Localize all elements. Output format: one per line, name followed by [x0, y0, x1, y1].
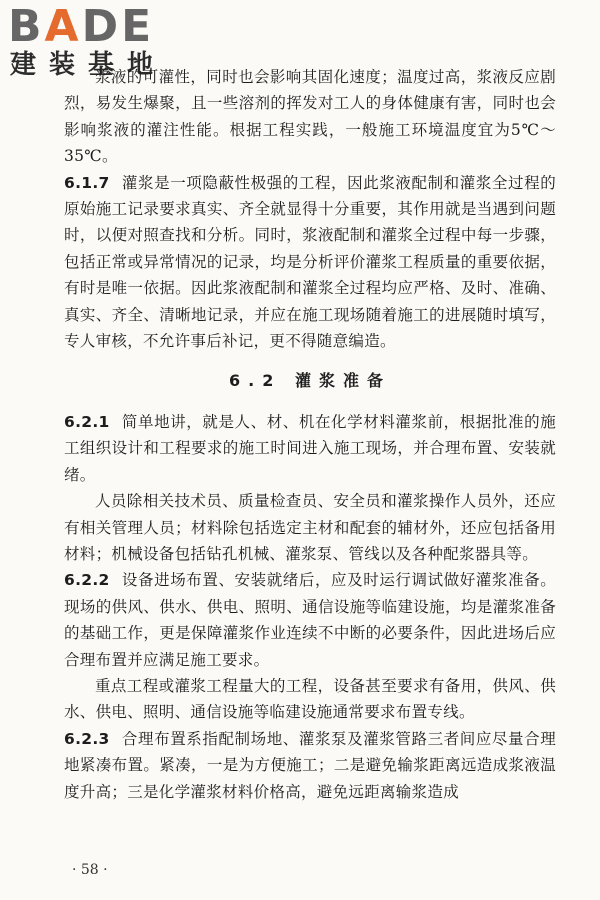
- clause-number: 6.2.3: [64, 729, 110, 748]
- section-title: 6.2 灌浆准备: [229, 371, 391, 391]
- clause-6-2-2: 6.2.2 设备进场布置、安装就绪后，应及时运行调试做好灌浆准备。现场的供风、供水、供电、照明、通信设施等临建设施，均是灌浆准备的基础工作，更是保障灌浆作业连续不中断的必要条件，因此进场后应合理布置并应满足施工要求。: [64, 571, 556, 669]
- page-number: · 58 ·: [72, 862, 108, 878]
- paragraph: 重点工程或灌浆工程量大的工程，设备甚至要求有备用，供风、供水、供电、照明、通信设施等临建设施通常要求布置专线。: [64, 676, 556, 722]
- clause-number: 6.2.2: [64, 571, 110, 590]
- page-body: [64, 64, 556, 805]
- clause-number: 6.1.7: [64, 173, 110, 192]
- clause-6-1-7: 6.1.7 灌浆是一项隐蔽性极强的工程，因此浆液配制和灌浆全过程的原始施工记录要求真实、齐全就显得十分重要，其作用就是当遇到问题时，以便对照查找和分析。同时，浆液配制和灌浆全过程中每一步骤，包括正常或异常情况的记录，均是分析评价灌浆工程质量的重要依据，有时是唯一依据。因此浆液配制和灌浆全过程均应严格、及时、准确、真实、齐全、清晰地记录，并应在施工现场随着施工的进展随时填写，专人审核，不允许事后补记，更不得随意编造。: [64, 173, 556, 351]
- paragraph: 浆液的可灌性，同时也会影响其固化速度；温度过高，浆液反应剧烈，易发生爆聚，且一些溶剂的挥发对工人的身体健康有害，同时也会影响浆液的灌注性能。根据工程实践，一般施工环境温度宜为5℃～35℃。: [64, 68, 556, 166]
- logo-wordmark: BADE: [8, 1, 155, 52]
- paragraph: 人员除相关技术员、质量检查员、安全员和灌浆操作人员外，还应有相关管理人员；材料除包括选定主材和配套的辅材外，还应包括备用材料；机械设备包括钻孔机械、灌浆泵、管线以及各种配浆器具等。: [64, 492, 556, 563]
- clause-6-2-3: 6.2.3 合理布置系指配制场地、灌浆泵及灌浆管路三者间应尽量合理地紧凑布置。紧凑，一是为方便施工；二是避免输浆距离远造成浆液温度升高；三是化学灌浆材料价格高，避免远距离输浆造成: [64, 729, 556, 801]
- clause-6-2-1: 6.2.1 简单地讲，就是人、材、机在化学材料灌浆前，根据批准的施工组织设计和工程要求的施工时间进入施工现场，并合理布置、安装就绪。: [64, 412, 556, 484]
- logo-subtitle: 建装基地: [10, 50, 167, 80]
- clause-number: 6.2.1: [64, 412, 110, 431]
